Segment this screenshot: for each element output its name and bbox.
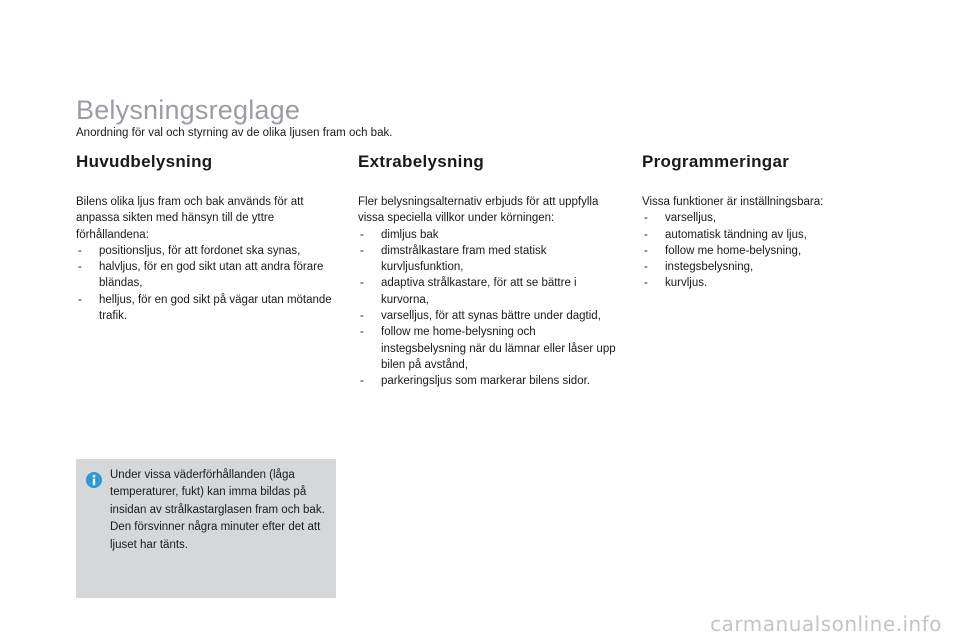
section-intro: Bilens olika ljus fram och bak används för att anpassa sikten med hänsyn till de yttre förhållandena:	[76, 196, 304, 241]
section-intro: Fler belysningsalternativ erbjuds för att uppfylla vissa speciella villkor under körningen:	[358, 196, 599, 225]
info-text: Under vissa väderförhållanden (låga temperaturer, fukt) kan imma bildas på insidan av strålkastarglasen fram och bak. Den försvinner några minuter efter det att ljuset har tänts.	[110, 469, 325, 551]
info-box	[76, 459, 336, 598]
section-intro: Vissa funktioner är inställningsbara:	[642, 196, 824, 208]
list-item: - kurvljus.	[642, 275, 904, 291]
list-item: - instegsbelysning,	[642, 259, 904, 275]
section-heading: Extrabelysning	[358, 152, 485, 171]
section-body	[358, 194, 620, 390]
page-subtitle: Anordning för val och styrning av de olika ljusen fram och bak.	[76, 127, 393, 139]
section-heading: Programmeringar	[642, 152, 790, 171]
list-item: - helljus, för en god sikt på vägar utan mötande trafik.	[76, 292, 338, 325]
list-item: - follow me home-belysning,	[642, 243, 904, 259]
list-item: - parkeringsljus som markerar bilens sidor.	[358, 373, 620, 389]
list-item: - varselljus,	[642, 210, 904, 226]
info-icon	[86, 472, 102, 488]
list-item: - adaptiva strålkastare, för att se bättre i kurvorna,	[358, 275, 620, 308]
bullet-list	[358, 227, 620, 390]
list-item: - halvljus, för en god sikt utan att andra förare bländas,	[76, 259, 338, 292]
section-huvudbelysning	[76, 151, 338, 324]
list-item: - dimljus bak	[358, 227, 620, 243]
bullet-list	[642, 210, 904, 291]
section-body	[76, 194, 338, 324]
section-heading: Huvudbelysning	[76, 152, 213, 171]
section-extrabelysning	[358, 151, 620, 390]
section-body	[642, 194, 904, 292]
watermark: carmanualsonline.info	[710, 612, 942, 636]
section-programmeringar	[642, 151, 904, 292]
list-item: - follow me home-belysning och instegsbelysning när du lämnar eller låser upp bilen på avstånd,	[358, 324, 620, 373]
list-item: - positionsljus, för att fordonet ska synas,	[76, 243, 338, 259]
list-item: - dimstrålkastare fram med statisk kurvljusfunktion,	[358, 243, 620, 276]
list-item: - varselljus, för att synas bättre under dagtid,	[358, 308, 620, 324]
list-item: - automatisk tändning av ljus,	[642, 227, 904, 243]
bullet-list	[76, 243, 338, 324]
page-title: Belysningsreglage	[76, 95, 301, 125]
